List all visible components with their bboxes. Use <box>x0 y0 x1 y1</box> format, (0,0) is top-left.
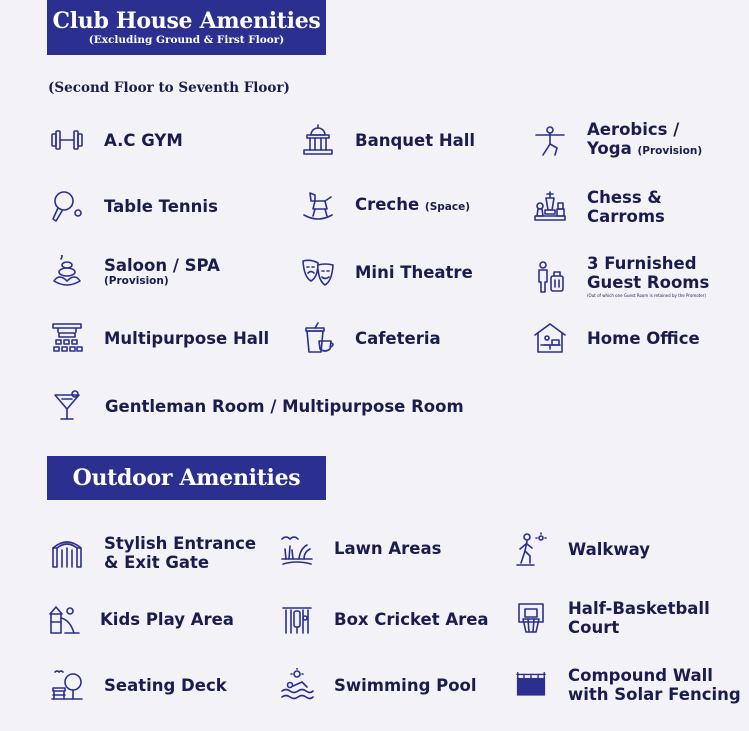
dumbbell-icon <box>49 122 85 158</box>
amenity-seating-deck-label: Seating Deck <box>104 675 227 695</box>
meeting-table-icon <box>49 320 85 356</box>
amenity-creche <box>300 188 470 224</box>
amenity-cafeteria-label: Cafeteria <box>355 328 441 348</box>
playground-icon <box>45 601 81 637</box>
entrance-line2: & Exit Gate <box>104 553 210 572</box>
amenity-aerobics-label <box>587 120 702 161</box>
chess-line2: Carroms <box>587 207 665 226</box>
entrance-line1: Stylish Entrance <box>104 534 257 553</box>
theatre-masks-icon <box>300 254 336 290</box>
guest-note: (Out of which one Guest Room is retained by the Promoter) <box>587 293 706 298</box>
amenity-home-office <box>532 320 700 356</box>
wall-line2: with Solar Fencing <box>568 685 741 704</box>
table-tennis-icon <box>49 188 85 224</box>
amenity-gentleman-room-label: Gentleman Room / Multipurpose Room <box>105 396 464 416</box>
creche-text: Creche <box>355 195 420 214</box>
spa-stones-icon <box>49 254 85 290</box>
guest-luggage-icon <box>532 259 568 295</box>
guest-line1: 3 Furnished <box>587 254 697 273</box>
club-house-banner <box>47 0 326 55</box>
fence-icon <box>513 667 549 703</box>
amenity-lawn-label: Lawn Areas <box>334 538 442 558</box>
amenity-multipurpose-hall-label: Multipurpose Hall <box>104 328 270 348</box>
amenity-theatre <box>300 254 473 290</box>
amenity-walkway-label: Walkway <box>568 539 651 559</box>
saloon-text: Saloon / SPA <box>104 256 220 275</box>
bench-tree-icon <box>49 667 85 703</box>
amenity-aerobics <box>532 120 702 161</box>
chess-icon <box>532 189 568 225</box>
aerobics-sub: (Provision) <box>637 145 703 157</box>
amenity-kids-play <box>45 601 234 637</box>
amenity-box-cricket-label: Box Cricket Area <box>334 609 489 629</box>
amenity-cafeteria <box>300 320 441 356</box>
amenity-walkway <box>513 531 650 567</box>
coffee-cup-icon <box>300 320 336 356</box>
amenity-table-tennis-label: Table Tennis <box>104 196 218 216</box>
gate-icon <box>49 535 85 571</box>
amenity-gym-label: A.C GYM <box>104 130 183 150</box>
amenity-basketball <box>513 599 710 637</box>
amenity-compound-wall-label <box>568 666 741 704</box>
amenity-basketball-label <box>568 599 710 637</box>
floors-note: (Second Floor to Seventh Floor) <box>48 80 290 96</box>
amenity-entrance-label <box>104 534 256 572</box>
amenity-compound-wall <box>513 666 741 704</box>
basket-line1: Half-Basketball <box>568 599 710 618</box>
club-house-subtitle: (Excluding Ground & First Floor) <box>88 34 285 46</box>
amenity-saloon <box>49 254 220 290</box>
basket-line2: Court <box>568 618 620 637</box>
cricket-icon <box>279 601 315 637</box>
club-house-title: Club House Amenities <box>52 8 321 34</box>
swimmer-icon <box>279 667 315 703</box>
amenity-gentleman-room <box>49 388 464 424</box>
amenity-home-office-label: Home Office <box>587 328 700 348</box>
amenity-creche-label <box>355 195 470 217</box>
amenity-banquet-label: Banquet Hall <box>355 130 476 150</box>
amenity-guest-rooms-label <box>587 254 709 299</box>
cocktail-icon <box>49 388 85 424</box>
wall-line1: Compound Wall <box>568 666 713 685</box>
amenity-theatre-label: Mini Theatre <box>355 262 473 282</box>
amenity-lawn <box>279 530 441 566</box>
amenity-saloon-label <box>104 256 220 288</box>
amenity-seating-deck <box>49 667 227 703</box>
amenity-multipurpose-hall <box>49 320 269 356</box>
amenity-box-cricket <box>279 601 489 637</box>
amenity-guest-rooms <box>532 254 709 299</box>
aerobics-line1: Aerobics / <box>587 120 680 139</box>
basketball-hoop-icon <box>513 600 549 636</box>
amenity-gym <box>49 122 183 158</box>
outdoor-amenities-banner: Outdoor Amenities <box>47 456 326 500</box>
amenity-swimming-pool-label: Swimming Pool <box>334 675 477 695</box>
amenity-banquet <box>300 122 475 158</box>
walking-person-icon <box>513 531 549 567</box>
amenity-chess <box>532 188 665 226</box>
aerobics-line2: Yoga <box>587 139 632 158</box>
amenity-entrance <box>49 534 256 572</box>
amenity-chess-label <box>587 188 665 226</box>
yoga-icon <box>532 123 568 159</box>
rocking-horse-icon <box>300 188 336 224</box>
amenity-kids-play-label: Kids Play Area <box>100 609 234 629</box>
guest-line2: Guest Rooms <box>587 273 710 292</box>
saloon-sub: (Provision) <box>104 275 169 287</box>
chess-line1: Chess & <box>587 188 662 207</box>
building-icon <box>300 122 336 158</box>
amenity-swimming-pool <box>279 667 477 703</box>
creche-sub: (Space) <box>424 201 471 213</box>
home-office-icon <box>532 320 568 356</box>
grass-icon <box>279 530 315 566</box>
amenity-table-tennis <box>49 188 218 224</box>
